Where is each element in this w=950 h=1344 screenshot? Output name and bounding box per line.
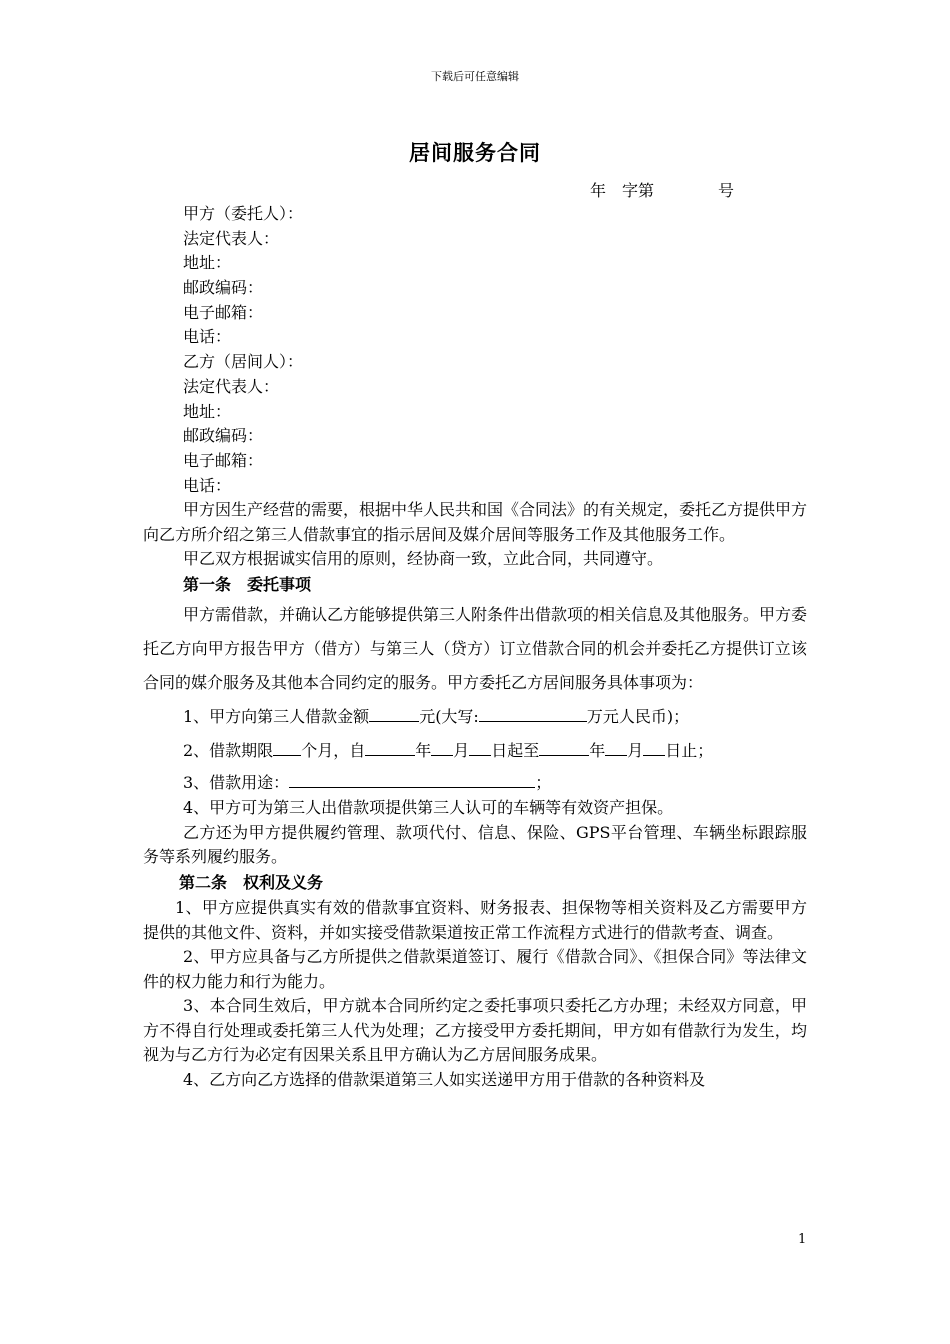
party-b-phone: 电话： — [183, 475, 232, 495]
preamble-agreement: 甲乙双方根据诚实信用的原则，经协商一致，立此合同，共同遵守。 — [183, 549, 664, 569]
party-b-email: 电子邮箱： — [183, 450, 264, 470]
item-2-text-f: 年 — [589, 741, 606, 761]
end-year-blank — [539, 737, 589, 756]
contract-body — [143, 202, 807, 1093]
article-2-clause-4: 4、乙方向乙方选择的借款渠道第三人如实送递甲方用于借款的各种资料及 — [183, 1070, 706, 1090]
party-b-address: 地址： — [183, 401, 232, 421]
article-1-item-2 — [143, 734, 807, 768]
party-a-phone: 电话： — [183, 327, 232, 347]
item-1-text-b: 元(大写: — [419, 707, 479, 727]
party-a-rep: 法定代表人： — [183, 228, 280, 248]
party-b-label: 乙方（居间人）： — [183, 352, 304, 372]
start-day-blank — [469, 737, 491, 756]
party-b-postcode: 邮政编码： — [183, 426, 264, 446]
party-a-postcode: 邮政编码： — [183, 278, 264, 298]
item-2-text-g: 月 — [627, 741, 644, 761]
article-1-item-3 — [143, 768, 807, 796]
end-month-blank — [605, 737, 627, 756]
article-1-item-1 — [143, 700, 807, 734]
item-3-text-a: 3、借款用途： — [183, 773, 290, 793]
item-2-text-a: 2、借款期限 — [183, 741, 274, 761]
party-a-address: 地址： — [183, 253, 232, 273]
document-number: 年 字第 号 — [590, 181, 735, 200]
article-2-clause-3: 3、本合同生效后，甲方就本合同所约定之委托事项只委托乙方办理；未经双方同意，甲方不得自行处理或委托第三人代为处理；乙方接受甲方委托期间，甲方如有借款行为发生，均视为与乙方行为必定有因果关系且甲方确认为乙方居间服务成果。 — [143, 996, 807, 1065]
purpose-blank — [289, 769, 535, 788]
article-1-item-4: 4、甲方可为第三人出借款项提供第三人认可的车辆等有效资产担保。 — [183, 798, 674, 818]
article-2-clause-2: 2、甲方应具备与乙方所提供之借款渠道签订、履行《借款合同》、《担保合同》等法律文件的权力能力和行为能力。 — [143, 947, 807, 991]
party-b-rep: 法定代表人： — [183, 376, 280, 396]
document-title: 居间服务合同 — [409, 140, 541, 165]
item-2-text-b: 个月，自 — [301, 741, 366, 761]
party-a-label: 甲方（委托人）： — [183, 204, 304, 223]
article-1-intro: 甲方需借款，并确认乙方能够提供第三人附条件出借款项的相关信息及其他服务。甲方委托乙方向甲方报告甲方（借方）与第三人（贷方）订立借款合同的机会并委托乙方提供订立该合同的媒介服务及其他本合同约定的服务。甲方委托乙方居间服务具体事项为： — [143, 605, 808, 693]
party-a-email: 电子邮箱： — [183, 302, 264, 322]
preamble-paragraph: 甲方因生产经营的需要，根据中华人民共和国《合同法》的有关规定，委托乙方提供甲方向乙方所介绍之第三人借款事宜的指示居间及媒介居间等服务工作及其他服务工作。 — [143, 500, 808, 544]
item-3-text-b: ； — [535, 773, 552, 793]
article-1-extra: 乙方还为甲方提供履约管理、款项代付、信息、保险、GPS平台管理、车辆坐标跟踪服务等系列履约服务。 — [143, 822, 807, 867]
header-note: 下载后可任意编辑 — [431, 70, 519, 83]
article-2-heading: 第二条 权利及义务 — [179, 872, 324, 892]
item-2-text-c: 年 — [415, 741, 432, 761]
amount-words-blank — [479, 703, 587, 722]
item-1-text-c: 万元人民币)； — [586, 707, 690, 727]
article-1-heading: 第一条 委托事项 — [183, 575, 312, 595]
months-blank — [273, 737, 301, 756]
page-number: 1 — [798, 1232, 807, 1247]
item-2-text-d: 月 — [453, 741, 470, 761]
item-1-text-a: 1、甲方向第三人借款金额 — [183, 707, 370, 727]
item-2-text-e: 日起至 — [491, 741, 540, 761]
end-day-blank — [643, 737, 665, 756]
start-month-blank — [431, 737, 453, 756]
amount-blank — [369, 703, 419, 722]
item-2-text-h: 日止； — [665, 741, 714, 761]
article-2-clause-1: 1、甲方应提供真实有效的借款事宜资料、财务报表、担保物等相关资料及乙方需要甲方提供的其他文件、资料，并如实接受借款渠道按正常工作流程方式进行的借款考查、调查。 — [143, 897, 807, 942]
start-year-blank — [365, 737, 415, 756]
